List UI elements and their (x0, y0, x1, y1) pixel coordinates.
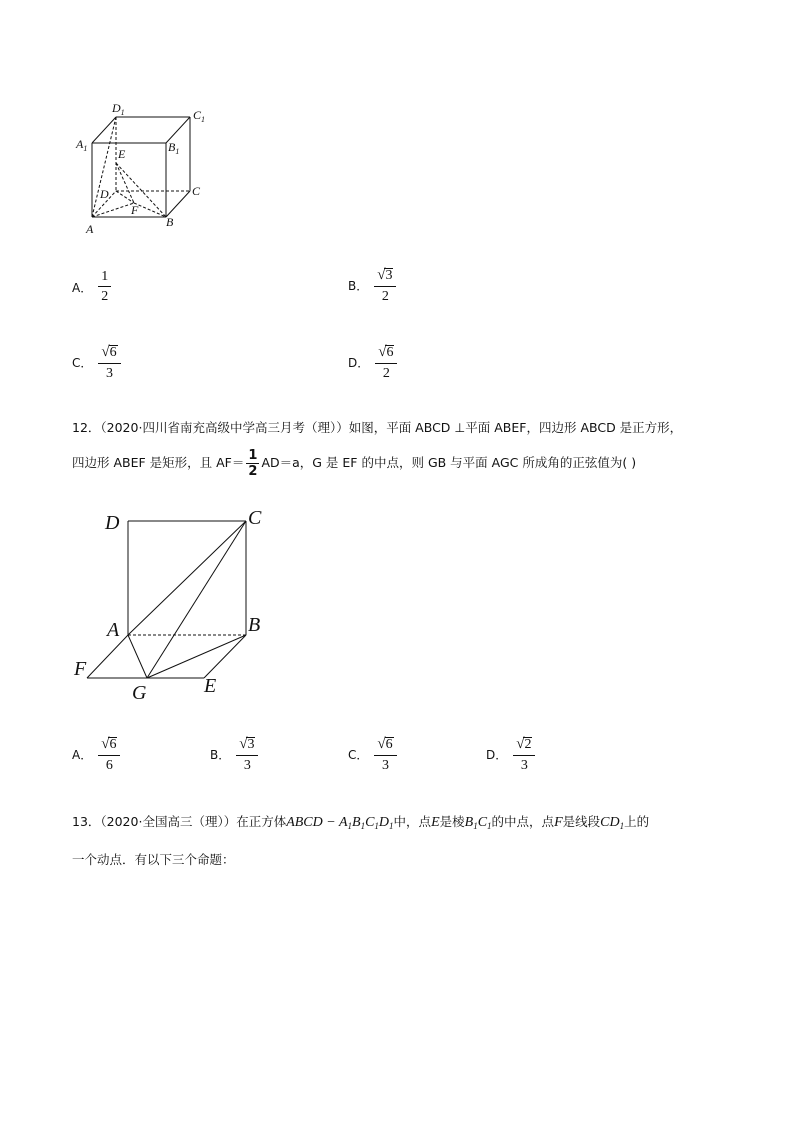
fraction: √ 2 3 (513, 737, 535, 773)
label-c: C (192, 184, 201, 198)
label-d1: $D_1$ (112, 101, 125, 117)
inline-fraction: $\frac{1}{2}$ (248, 448, 258, 479)
fraction: √ 6 6 (98, 737, 120, 773)
option-letter: D． (486, 748, 508, 763)
fraction: √ 6 3 (374, 737, 396, 773)
label-e: E (118, 147, 126, 161)
label-d: D (100, 187, 109, 201)
option-a-q11 (72, 270, 111, 304)
segment-e-b (116, 163, 166, 217)
option-letter: B． (210, 748, 231, 763)
fraction: √ 3 2 (374, 268, 396, 304)
edge-a-f (87, 635, 128, 678)
edge-a-c (128, 521, 246, 635)
label-b1: $B_1$ (168, 140, 180, 156)
option-letter: C． (72, 356, 93, 371)
q12-line2: 四边形 ABEF 是矩形，且 AF＝ $\frac{1}{2}$ AD＝a，G 是 EF 的中点，则 GB 与平面 AGC 所成角的正弦值为( ) (72, 448, 637, 479)
label-c: C (248, 507, 262, 529)
label-f: F (131, 203, 139, 217)
option-d-q11 (348, 345, 397, 381)
label-a: A (86, 222, 94, 236)
option-letter: A． (72, 748, 93, 763)
label-a: A (107, 619, 120, 641)
segment-b1c1: $B_1C_1$ (464, 815, 492, 831)
q13-line2: 一个动点．有以下三个命题： (72, 852, 235, 867)
label-b: B (166, 215, 174, 229)
option-letter: C． (348, 748, 369, 763)
option-letter: A． (72, 280, 93, 295)
segment-a-f (92, 203, 134, 217)
q12-line1: 12．（2020·四川省南充高级中学高三月考（理））如图，平面 ABCD ⊥平面 ABEF，四边形 ABCD 是正方形， (72, 420, 683, 435)
edge-g-c (147, 521, 246, 678)
option-letter: B． (348, 279, 369, 294)
fraction: √ 6 3 (98, 345, 120, 381)
segment-cd1: $CD_1$ (600, 815, 625, 831)
fraction: √ 6 2 (375, 345, 397, 381)
label-c1: $C_1$ (193, 108, 206, 124)
edge-g-b (147, 635, 246, 678)
option-c-q12 (348, 737, 397, 773)
label-f: F (74, 658, 87, 680)
q13-line1: 13．（2020·全国高三（理））在正方体ABCD − $A_1B_1C_1D_1$中，点E是棱$B_1C_1$的中点，点F是线段$CD_1$上的 (72, 814, 650, 831)
option-b-q12 (210, 737, 258, 773)
fraction: $\frac{1}{2}$ (98, 270, 111, 304)
label-a1: $A_1$ (76, 137, 88, 153)
prism-figure (70, 500, 300, 710)
option-c-q11 (72, 345, 121, 381)
edge-b-c (166, 191, 190, 217)
edge-a-g (128, 635, 147, 678)
edge-e-b (204, 635, 246, 678)
fraction: √ 3 3 (236, 737, 258, 773)
edge-a1-d1 (92, 117, 116, 143)
option-b-q11 (348, 268, 396, 304)
label-b: B (248, 614, 261, 636)
option-letter: D． (348, 356, 370, 371)
label-d: D (105, 512, 120, 534)
label-e: E (204, 675, 217, 697)
cube-figure (70, 95, 220, 240)
option-d-q12 (486, 737, 535, 773)
segment-f-b (134, 203, 166, 217)
cube-name: ABCD − $A_1B_1C_1D_1$ (286, 815, 394, 831)
label-g: G (132, 682, 147, 704)
segment-a-d1 (92, 117, 116, 217)
option-a-q12 (72, 737, 120, 773)
